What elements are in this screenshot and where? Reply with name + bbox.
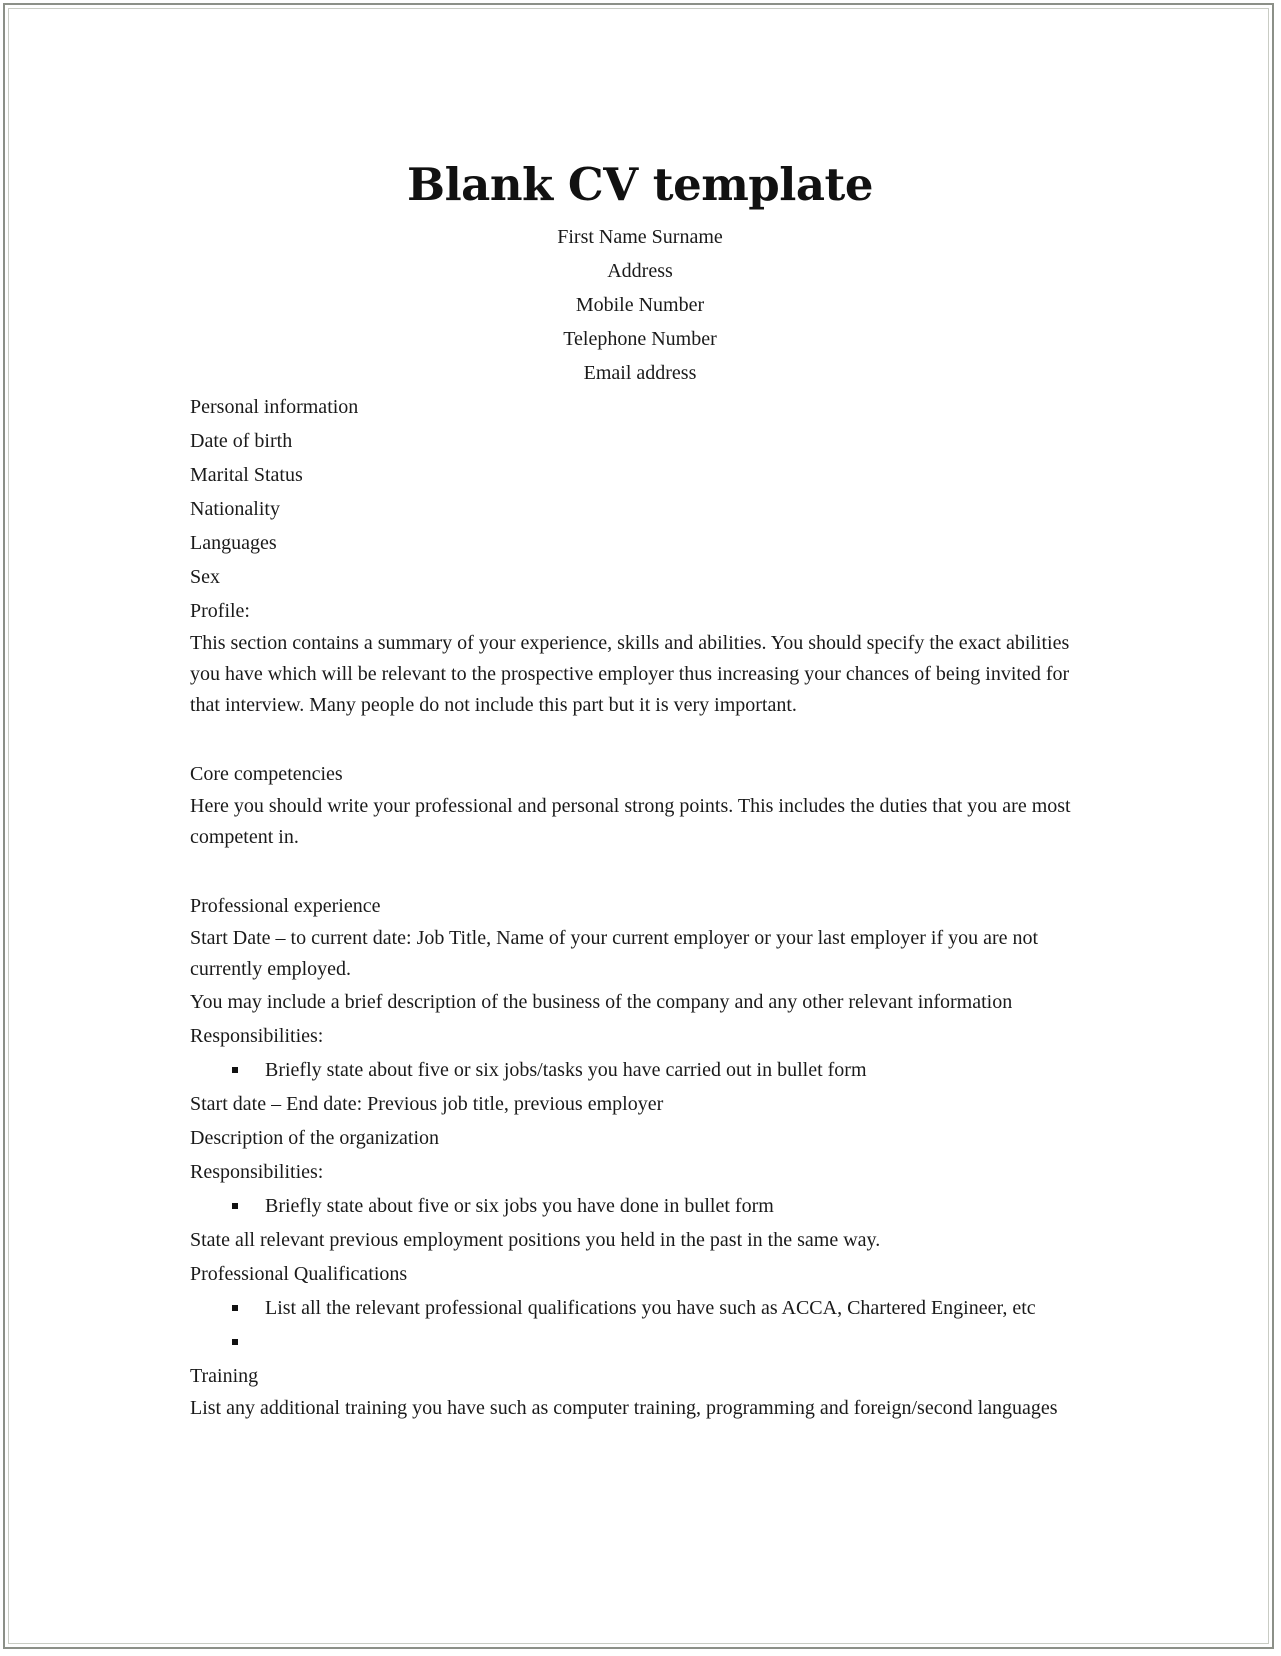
job1-title: Start Date – to current date: Job Title, Name of your current employer or your last employer if you are not currently employed. [190, 927, 1039, 980]
square-bullet-icon [232, 1339, 238, 1345]
field-date-of-birth: Date of birth [190, 430, 293, 452]
job1-description: You may include a brief description of the business of the company and any other relevant information [190, 991, 1013, 1013]
experience-section [190, 889, 1090, 1257]
profile-section [190, 594, 1090, 721]
personal-heading: Personal information [190, 396, 359, 418]
core-heading: Core competencies [190, 763, 343, 785]
job1-responsibilities-label: Responsibilities: [190, 1025, 324, 1047]
training-text: List any additional training you have such as computer training, programming and foreign/second languages [190, 1397, 1058, 1419]
list-item [190, 1189, 1090, 1223]
spacer [190, 721, 1090, 757]
square-bullet-icon [232, 1067, 238, 1073]
personal-section [190, 390, 1090, 594]
job1-bullet-text: Briefly state about five or six jobs/tasks you have carried out in bullet form [265, 1059, 867, 1081]
job2-bullet-text: Briefly state about five or six jobs you have done in bullet form [265, 1195, 774, 1217]
field-nationality: Nationality [190, 498, 280, 520]
training-section [190, 1359, 1090, 1424]
experience-heading: Professional experience [190, 895, 381, 917]
contact-telephone: Telephone Number [563, 328, 717, 350]
list-item [190, 1053, 1090, 1087]
field-marital-status: Marital Status [190, 464, 303, 486]
spacer [190, 853, 1090, 889]
contact-mobile: Mobile Number [575, 294, 705, 316]
profile-text: This section contains a summary of your experience, skills and abilities. You should specify the exact abilities you have which will be relevant to the prospective employer thus increasing your chances of being invited for that interview. Many people do not include this part but it is very important. [190, 632, 1070, 716]
list-item [190, 1291, 1090, 1325]
qualifications-section [190, 1257, 1090, 1359]
field-sex: Sex [190, 566, 220, 588]
contact-block [190, 220, 1090, 390]
job2-title: Start date – End date: Previous job title, previous employer [190, 1093, 664, 1115]
square-bullet-icon [232, 1203, 238, 1209]
contact-email: Email address [583, 362, 697, 384]
training-heading: Training [190, 1365, 259, 1387]
core-text: Here you should write your professional and personal strong points. This includes the duties that you are most competent in. [190, 795, 1071, 848]
job2-responsibilities-label: Responsibilities: [190, 1161, 324, 1183]
profile-heading: Profile: [190, 600, 250, 622]
list-item [190, 1325, 1090, 1359]
experience-note: State all relevant previous employment positions you held in the past in the same way. [190, 1229, 881, 1251]
core-section [190, 757, 1090, 853]
square-bullet-icon [232, 1305, 238, 1311]
field-languages: Languages [190, 532, 277, 554]
document-title: Blank CV template [407, 158, 873, 211]
qualification-bullet-text: List all the relevant professional qualifications you have such as ACCA, Chartered Engineer, etc [265, 1297, 1036, 1319]
cv-document [190, 150, 1090, 1424]
contact-name: First Name Surname [557, 226, 723, 248]
job2-description: Description of the organization [190, 1127, 440, 1149]
qualifications-heading: Professional Qualifications [190, 1263, 408, 1285]
contact-address: Address [607, 260, 673, 282]
